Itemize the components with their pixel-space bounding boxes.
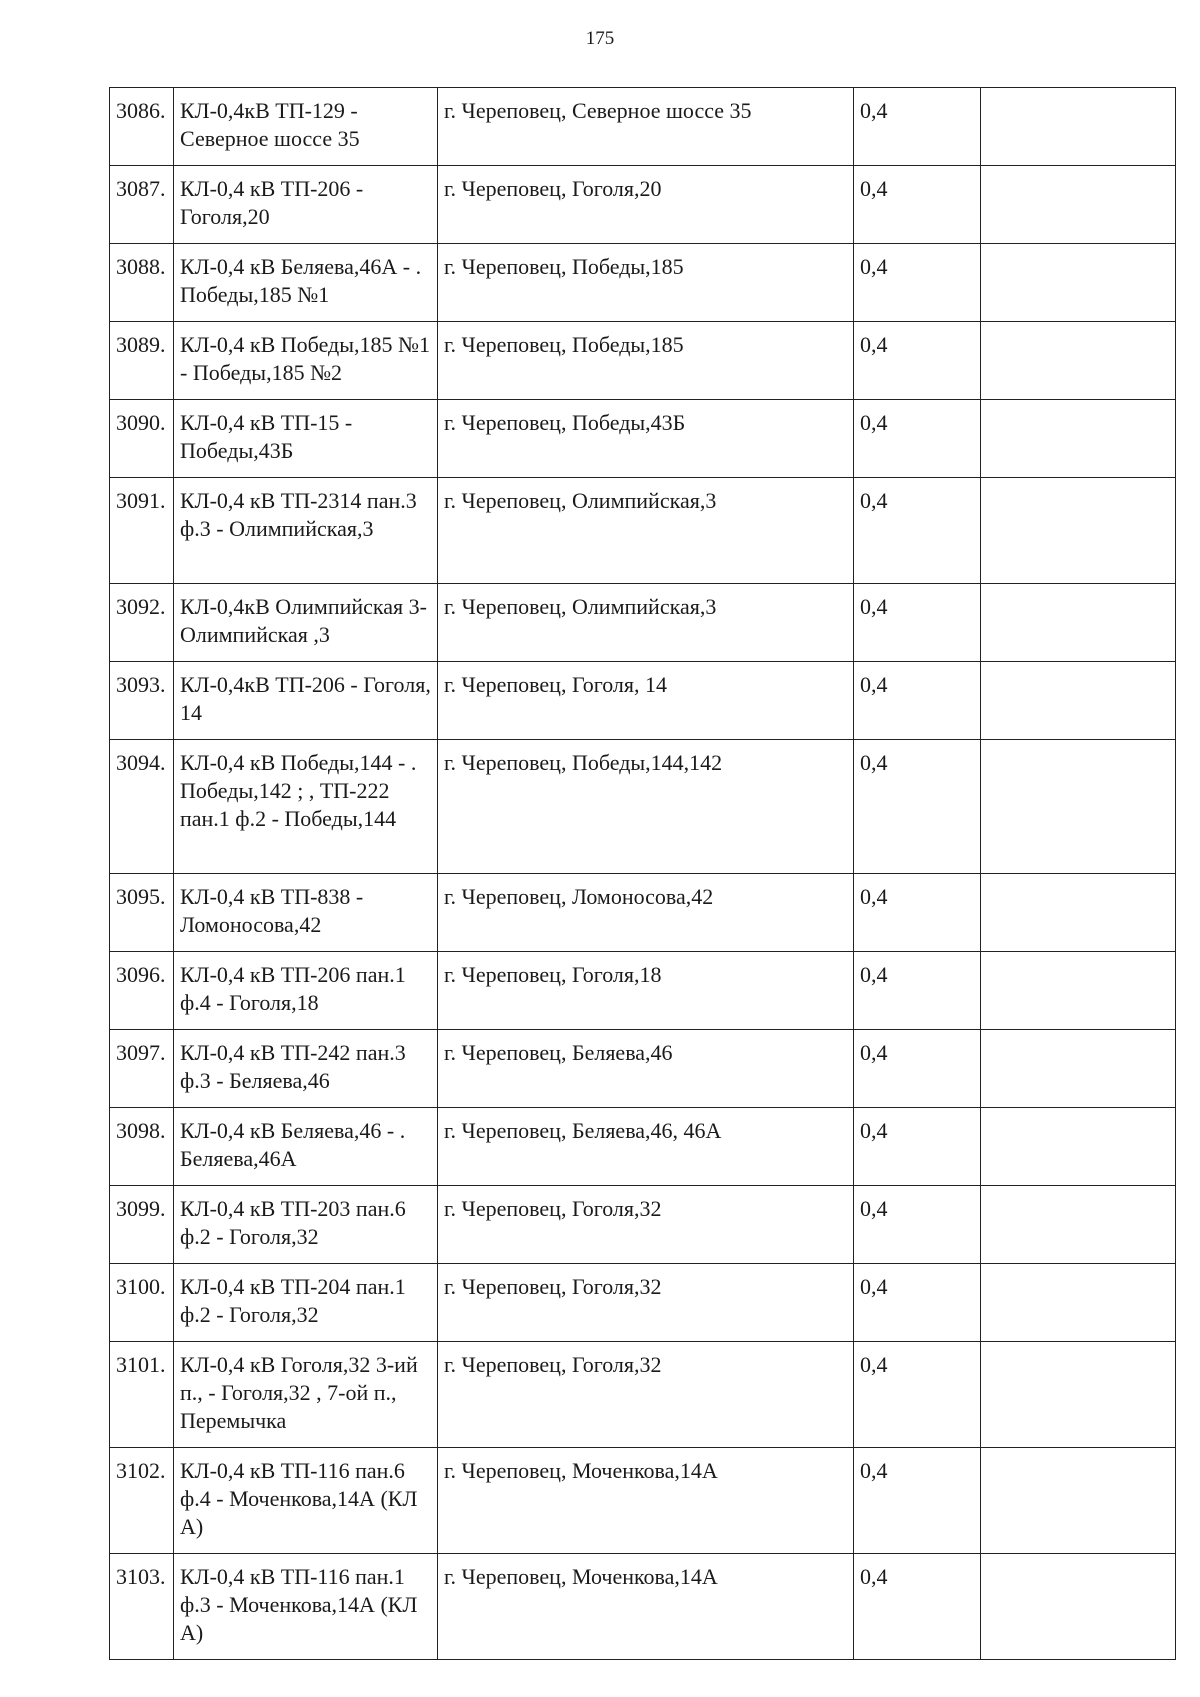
row-number: 3098.: [110, 1108, 174, 1186]
line-name: КЛ-0,4 кВ Победы,185 №1 - Победы,185 №2: [174, 322, 438, 400]
line-extra: [981, 1264, 1176, 1342]
row-number: 3099.: [110, 1186, 174, 1264]
line-voltage: 0,4: [854, 478, 981, 584]
line-address: г. Череповец, Северное шоссе 35: [438, 88, 854, 166]
page-number: 175: [585, 28, 615, 49]
table-row: [110, 1030, 1176, 1108]
line-address: г. Череповец, Ломоносова,42: [438, 874, 854, 952]
line-name: КЛ-0,4кВ Олимпийская 3- Олимпийская ,3: [174, 584, 438, 662]
line-name: КЛ-0,4 кВ ТП-204 пан.1 ф.2 - Гоголя,32: [174, 1264, 438, 1342]
registry-table: [109, 87, 1176, 1660]
line-voltage: 0,4: [854, 1030, 981, 1108]
line-name: КЛ-0,4 кВ ТП-206 пан.1 ф.4 - Гоголя,18: [174, 952, 438, 1030]
table-row: [110, 88, 1176, 166]
line-extra: [981, 1108, 1176, 1186]
line-address: г. Череповец, Моченкова,14А: [438, 1448, 854, 1554]
line-address: г. Череповец, Победы,144,142: [438, 740, 854, 874]
line-extra: [981, 740, 1176, 874]
row-number: 3093.: [110, 662, 174, 740]
table-row: [110, 584, 1176, 662]
line-address: г. Череповец, Олимпийская,3: [438, 584, 854, 662]
line-address: г. Череповец, Победы,185: [438, 244, 854, 322]
line-extra: [981, 952, 1176, 1030]
line-voltage: 0,4: [854, 1448, 981, 1554]
row-number: 3097.: [110, 1030, 174, 1108]
line-extra: [981, 1554, 1176, 1660]
line-name: КЛ-0,4 кВ ТП-242 пан.3 ф.3 - Беляева,46: [174, 1030, 438, 1108]
table-row: [110, 1264, 1176, 1342]
line-voltage: 0,4: [854, 166, 981, 244]
row-number: 3095.: [110, 874, 174, 952]
line-voltage: 0,4: [854, 1186, 981, 1264]
row-number: 3088.: [110, 244, 174, 322]
line-address: г. Череповец, Моченкова,14А: [438, 1554, 854, 1660]
row-number: 3096.: [110, 952, 174, 1030]
line-extra: [981, 166, 1176, 244]
line-extra: [981, 1342, 1176, 1448]
row-number: 3087.: [110, 166, 174, 244]
line-address: г. Череповец, Гоголя,20: [438, 166, 854, 244]
line-extra: [981, 1448, 1176, 1554]
line-voltage: 0,4: [854, 88, 981, 166]
line-extra: [981, 584, 1176, 662]
line-extra: [981, 662, 1176, 740]
table-row: [110, 322, 1176, 400]
line-address: г. Череповец, Победы,43Б: [438, 400, 854, 478]
row-number: 3100.: [110, 1264, 174, 1342]
row-number: 3102.: [110, 1448, 174, 1554]
line-extra: [981, 874, 1176, 952]
line-voltage: 0,4: [854, 1554, 981, 1660]
row-number: 3089.: [110, 322, 174, 400]
line-extra: [981, 244, 1176, 322]
line-voltage: 0,4: [854, 322, 981, 400]
line-voltage: 0,4: [854, 244, 981, 322]
row-number: 3092.: [110, 584, 174, 662]
line-name: КЛ-0,4 кВ ТП-838 - Ломоносова,42: [174, 874, 438, 952]
line-extra: [981, 400, 1176, 478]
line-extra: [981, 1030, 1176, 1108]
table-row: [110, 1342, 1176, 1448]
line-name: КЛ-0,4 кВ ТП-203 пан.6 ф.2 - Гоголя,32: [174, 1186, 438, 1264]
line-voltage: 0,4: [854, 740, 981, 874]
table-row: [110, 1186, 1176, 1264]
line-address: г. Череповец, Гоголя,18: [438, 952, 854, 1030]
table-row: [110, 1108, 1176, 1186]
line-name: КЛ-0,4 кВ ТП-206 - Гоголя,20: [174, 166, 438, 244]
line-extra: [981, 478, 1176, 584]
line-name: КЛ-0,4 кВ ТП-2314 пан.3 ф.3 - Олимпийская,3: [174, 478, 438, 584]
line-extra: [981, 88, 1176, 166]
line-name: КЛ-0,4 кВ ТП-15 - Победы,43Б: [174, 400, 438, 478]
line-voltage: 0,4: [854, 400, 981, 478]
row-number: 3101.: [110, 1342, 174, 1448]
line-address: г. Череповец, Гоголя,32: [438, 1186, 854, 1264]
line-voltage: 0,4: [854, 1108, 981, 1186]
line-voltage: 0,4: [854, 1264, 981, 1342]
line-voltage: 0,4: [854, 952, 981, 1030]
row-number: 3091.: [110, 478, 174, 584]
line-voltage: 0,4: [854, 874, 981, 952]
table-row: [110, 874, 1176, 952]
table-row: [110, 662, 1176, 740]
line-voltage: 0,4: [854, 1342, 981, 1448]
table-row: [110, 1554, 1176, 1660]
table-row: [110, 244, 1176, 322]
line-name: КЛ-0,4кВ ТП-206 - Гоголя, 14: [174, 662, 438, 740]
table-row: [110, 952, 1176, 1030]
table-row: [110, 166, 1176, 244]
line-address: г. Череповец, Олимпийская,3: [438, 478, 854, 584]
line-address: г. Череповец, Гоголя,32: [438, 1264, 854, 1342]
row-number: 3086.: [110, 88, 174, 166]
row-number: 3094.: [110, 740, 174, 874]
line-name: КЛ-0,4 кВ Гоголя,32 3-ий п., - Гоголя,32 , 7-ой п., Перемычка: [174, 1342, 438, 1448]
line-name: КЛ-0,4 кВ Беляева,46А - . Победы,185 №1: [174, 244, 438, 322]
line-address: г. Череповец, Гоголя, 14: [438, 662, 854, 740]
line-extra: [981, 322, 1176, 400]
line-voltage: 0,4: [854, 584, 981, 662]
table-row: [110, 740, 1176, 874]
line-voltage: 0,4: [854, 662, 981, 740]
table-row: [110, 400, 1176, 478]
line-address: г. Череповец, Беляева,46, 46А: [438, 1108, 854, 1186]
line-extra: [981, 1186, 1176, 1264]
line-name: КЛ-0,4 кВ ТП-116 пан.6 ф.4 - Моченкова,14А (КЛ А): [174, 1448, 438, 1554]
line-address: г. Череповец, Гоголя,32: [438, 1342, 854, 1448]
table-row: [110, 1448, 1176, 1554]
row-number: 3103.: [110, 1554, 174, 1660]
line-name: КЛ-0,4 кВ Победы,144 - . Победы,142 ; , ТП-222 пан.1 ф.2 - Победы,144: [174, 740, 438, 874]
line-address: г. Череповец, Беляева,46: [438, 1030, 854, 1108]
line-name: КЛ-0,4 кВ Беляева,46 - . Беляева,46А: [174, 1108, 438, 1186]
line-name: КЛ-0,4 кВ ТП-116 пан.1 ф.3 - Моченкова,14А (КЛ А): [174, 1554, 438, 1660]
row-number: 3090.: [110, 400, 174, 478]
table-row: [110, 478, 1176, 584]
line-address: г. Череповец, Победы,185: [438, 322, 854, 400]
line-name: КЛ-0,4кВ ТП-129 - Северное шоссе 35: [174, 88, 438, 166]
